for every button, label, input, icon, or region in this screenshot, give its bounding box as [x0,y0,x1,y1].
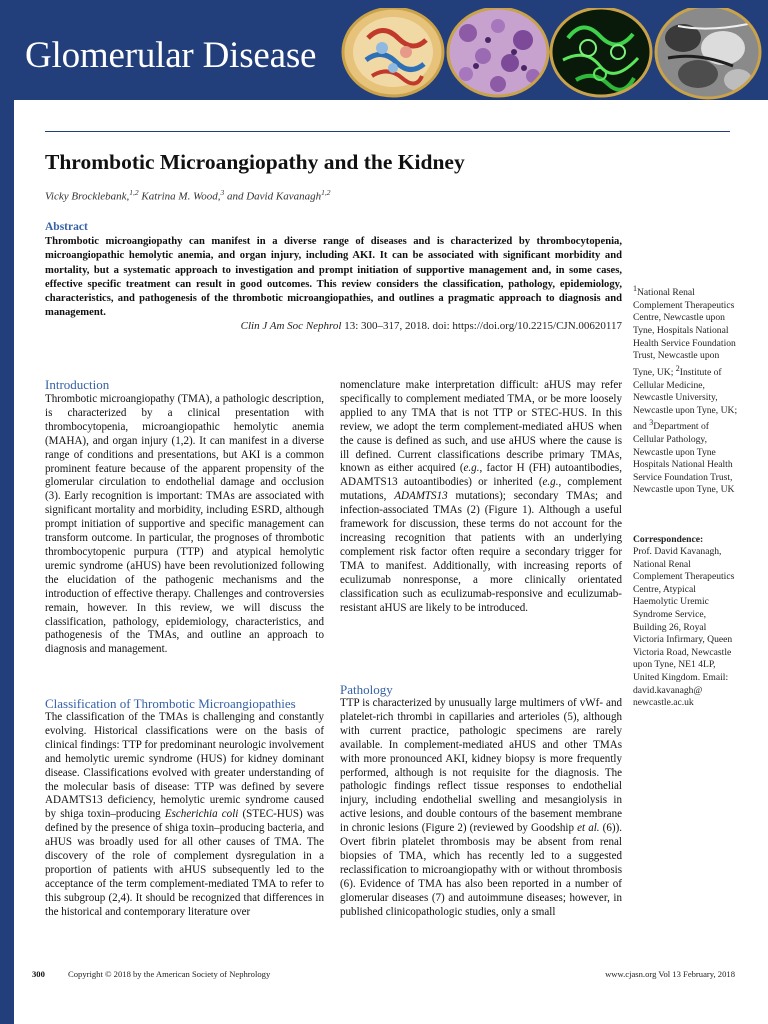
banner-micrograph-images [338,8,768,100]
header-divider [45,131,730,132]
introduction-text: Thrombotic microangiopathy (TMA), a pathologic description, is characterized by a clinical presentation with thrombocytopenia, microangiopathic hemolytic anemia (MAHA), and organ injury (1,2). It can manifest in a diverse range of conditions and presentations, but AKI is a common prominent feature because of the apparent propensity of the glomerular circulation to endothelial damage and occlusion (3). Early recognition is important: TMAs are associated with significant mortality and morbidity, including ESRD, although prompt initiation of supportive and specific management can transform outcome. In particular, the prognoses of thrombotic thrombocytopenic purpura (TTP) and atypical hemolytic uremic syndrome (aHUS) have been revolutionized following the elucidation of the pathogenic mechanisms and the introduction of effective therapy. Challenges and controversies remain, however. In this review, we will discuss the classification, pathology, epidemiology, characteristics, and pathogenesis of the TMAs, and outline an approach to diagnosis and management. [45,393,324,656]
journal-issue-info: www.cjasn.org Vol 13 February, 2018 [605,969,735,979]
pathology-heading: Pathology [340,682,393,697]
citation-line: Clin J Am Soc Nephrol 13: 300–317, 2018. doi: https://doi.org/10.2215/CJN.00620117 [240,320,622,332]
journal-banner [0,0,768,100]
abstract-heading: Abstract [45,221,88,233]
introduction-heading: Introduction [45,377,110,392]
pathology-text: TTP is characterized by unusually large multimers of vWf- and platelet-rich thrombi in capillaries and arterioles (5), although with current practice, pathologic specimens are rarely available. In complement-mediated aHUS and other TMAs with more pronounced AKI, kidney biopsy is more frequently performed, although is not requisite for the diagnosis. The pathologic findings reflect tissue responses to endothelial injury, including endothelial swelling and mesangiolysis in active lesions, and double contours of the basement membrane in chronic lesions (Figure 2) (reviewed by Goodship et al. (6)). Overt fibrin platelet thrombosis may be absent from renal biopsies of TMA, which has recently led to a suggested reclassification to microangiopathy with or without thrombosis (6). Evidence of TMA has also been reported in a number of glomerular diseases (7) and autoimmune diseases; however, in published clinicopathologic studies, only a small [340,697,623,918]
classification-continued-text: nomenclature make interpretation difficult: aHUS may refer specifically to complement mediated TMA, or be more loosely applied to any TMA that is not TTP or STEC-HUS. In this review, we adopt the term complement-mediated aHUS when the cause is defined as such, and use aHUS where the cause is ill defined. Current classifications describe primary TMAs, known as either acquired (e.g., factor H (FH) autoantibodies, ADAMTS13 autoantibodies) or inherited (e.g., complement mutations, ADAMTS13 mutations); secondary TMAs; and infection-associated TMAs (2) (Figure 1). Although a useful framework for discussion, these terms do not account for the increasing recognition that patients with an underlying complement risk factor often require a secondary trigger for TMA to manifest. Additionally, with increasing reports of eculizumab nonresponse, a more clinically orientated classification such as eculizumab-responsive and eculizumab-resistant aHUS are likely to be introduced. [340,379,622,614]
article-title: Thrombotic Microangiopathy and the Kidney [45,150,465,174]
correspondence-heading: Correspondence: [633,534,704,545]
author-list: Vicky Brocklebank,$^{1,2}$ Katrina M. Wood,$^3$ and David Kavanagh$^{1,2}$ [45,188,331,203]
copyright-notice: Copyright © 2018 by the American Society of Nephrology [68,969,271,979]
abstract-text: Thrombotic microangiopathy can manifest in a diverse range of diseases and is characterized by thrombocytopenia, microangiopathic hemolytic anemia, and organ injury, including AKI. It can be associated with significant morbidity and mortality, but a systematic approach to investigation and prompt initiation of supportive management and, in some cases, effective specific treatment can result in good outcomes. This review considers the classification, pathology, epidemiology, characteristics, and pathogenesis of the thrombotic microangiopathies, and outlines a pragmatic approach to diagnosis and management. [45,236,622,319]
classification-text: The classification of the TMAs is challenging and constantly evolving. Historical classifications were on the basis of clinical findings: TTP for predominant neurologic involvement and hemolytic uremic syndrome (HUS) for kidney dominant disease. Classifications evolved with greater understanding of the molecular basis of disease: TTP was defined by severe ADAMTS13 deficiency, hemolytic uremic syndrome caused by shiga toxin–producing Escherichia coli (STEC-HUS) was defined by the presence of shiga toxin–producing bacteria, and aHUS was broadly used for all other causes of TMA. The discovery of the role of complement dysregulation in a proportion of patients with aHUS subsequently led to the acceptance of the term complement-mediated TMA to refer to this subgroup (2,4). It should be recognized that differences in the historical and contemporary literature over [45,711,324,918]
journal-title: Glomerular Disease [25,35,317,76]
correspondence-address: Prof. David Kavanagh, National Renal Complement Therapeutics Centre, Atypical Haemolytic Uremic Syndrome Service, Building 26, Royal Victoria Infirmary, Queen Victoria Road, Newcastle upon Tyne, NE1 4LP, United Kingdom. Email: david.kavanagh@ newcastle.ac.uk [633,546,735,709]
page-number: 300 [32,969,45,979]
classification-heading: Classification of Thrombotic Microangiopathies [45,696,296,711]
left-margin-bar [0,100,14,1024]
author-affiliations: $^1$National Renal Complement Therapeutics Centre, Newcastle upon Tyne, Hospitals National Health Service Foundation Trust, Newcastle upon Tyne, UK; $^2$Institute of Cellular Medicine, Newcastle University, Newcastle upon Tyne, UK; and $^3$Department of Cellular Pathology, Newcastle upon Tyne Hospitals National Health Service Foundation Trust, Newcastle upon Tyne, UK [633,284,738,496]
